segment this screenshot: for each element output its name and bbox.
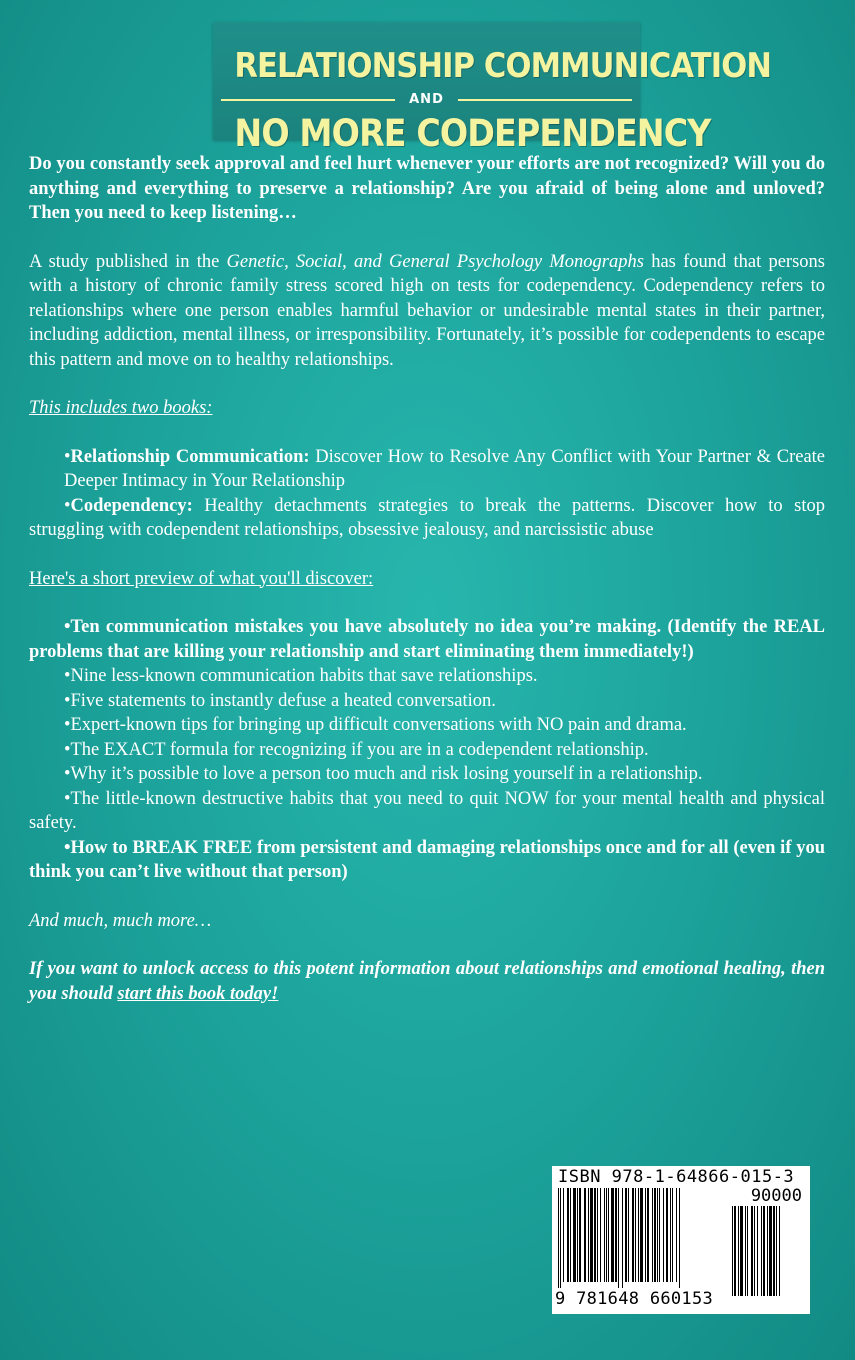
barcode-bar xyxy=(776,1206,777,1296)
barcode-bar xyxy=(740,1206,743,1296)
barcode-bar xyxy=(570,1188,571,1282)
barcode-bar xyxy=(645,1188,646,1282)
item-text: Five statements to instantly defuse a heated conversation. xyxy=(70,690,496,711)
barcode-bar xyxy=(747,1206,748,1296)
barcode-bar xyxy=(640,1188,643,1282)
title-connector xyxy=(221,90,632,110)
list-item xyxy=(64,445,825,494)
cover-title xyxy=(213,22,772,155)
barcode-bar xyxy=(584,1188,586,1282)
barcode-bar xyxy=(615,1188,617,1282)
preview-heading: Here's a short preview of what you'll discover: xyxy=(29,568,374,589)
barcode-bar xyxy=(560,1188,561,1288)
intro-paragraph: Do you constantly seek approval and feel hurt whenever your efforts are not recognized? Will you do anything and everything to preserve a relationship? Are you afraid of being alone and unloved? Then you need to keep listening… xyxy=(29,154,825,223)
barcode-bar xyxy=(745,1206,746,1296)
barcode-bar xyxy=(590,1188,593,1282)
barcode-bar xyxy=(647,1188,649,1282)
barcode-bar xyxy=(670,1188,671,1282)
item-text: Expert-known tips for bringing up difficult conversations with NO pain and drama. xyxy=(70,715,687,735)
barcode-bar xyxy=(606,1188,607,1282)
item-text: Why it’s possible to love a person too much and risk losing yourself in a relationship. xyxy=(70,764,703,784)
blurb xyxy=(29,152,825,1006)
barcode-bar xyxy=(654,1188,656,1282)
barcode-bars-addon xyxy=(732,1206,804,1302)
barcode-bar xyxy=(732,1206,733,1296)
barcode-bar xyxy=(625,1188,627,1282)
barcode-bar xyxy=(567,1188,569,1282)
barcode-digits: 9 781648 660153 xyxy=(555,1289,714,1309)
book-label: Codependency: xyxy=(70,495,193,516)
item-text: Ten communication mistakes you have absolutely no idea you’re making. (Identify the REAL problems that are killing your relationship and start eliminating them immediately!) xyxy=(29,617,825,662)
item-text: The little-known destructive habits that you need to quit NOW for your mental health and physical safety. xyxy=(29,788,825,833)
barcode-bar xyxy=(611,1188,614,1282)
title-and: AND xyxy=(409,92,444,107)
barcode-bar xyxy=(763,1206,765,1296)
bullet: • xyxy=(64,788,71,809)
barcode-bar xyxy=(757,1206,758,1296)
list-item xyxy=(64,664,825,689)
bullet: • xyxy=(64,495,71,516)
item-text: How to BREAK FREE from persistent and damaging relationships once and for all (even if you think you can’t live without that person) xyxy=(29,837,825,882)
list-item xyxy=(29,494,825,543)
book-description: Discover How to Resolve Any Conflict with Your Partner & Create Deeper Intimacy in Your Relationship xyxy=(64,446,826,491)
journal-title: Genetic, Social, and General Psychology Monographs xyxy=(226,251,644,272)
bullet: • xyxy=(64,446,71,467)
barcode-bar xyxy=(666,1188,668,1282)
bullet: • xyxy=(64,666,71,686)
barcode-bar xyxy=(622,1188,623,1288)
bullet: • xyxy=(64,764,71,784)
barcode-bar xyxy=(676,1188,677,1282)
barcode-bar xyxy=(608,1188,609,1282)
study-after: has found that persons with a history of chronic family stress scored high on tests for codependency. Codependency refers to relationships where one person enables harmful behavior or undesirable mental states in their partner, including addiction, mental illness, or irresponsibility. Fortunately, it’s possible for codependents to escape this pattern and move on to healthy relationships. xyxy=(29,251,825,370)
barcode-bar xyxy=(632,1188,634,1282)
barcode-bar xyxy=(767,1206,768,1296)
list-item xyxy=(64,738,825,763)
barcode-bar xyxy=(588,1188,589,1282)
barcode-bar xyxy=(635,1188,636,1282)
barcode-bar xyxy=(659,1188,660,1282)
barcode-bar xyxy=(597,1188,598,1282)
title-line-2: NO MORE CODEPENDENCY xyxy=(234,112,711,155)
barcode-bar xyxy=(751,1206,753,1296)
barcode-bar xyxy=(638,1188,639,1282)
books-list xyxy=(64,445,825,494)
barcode-bars-main xyxy=(558,1188,724,1288)
barcode-bar xyxy=(663,1188,664,1282)
barcode-bar xyxy=(779,1206,780,1296)
barcode-bar xyxy=(754,1206,755,1296)
study-paragraph xyxy=(29,250,825,373)
list-item xyxy=(29,787,825,836)
barcode-bar xyxy=(769,1206,772,1296)
item-text: Nine less-known communication habits that save relationships. xyxy=(70,666,538,686)
barcode-bar xyxy=(600,1188,601,1282)
barcode-bar xyxy=(558,1188,559,1288)
isbn-barcode xyxy=(552,1166,810,1314)
divider-right xyxy=(458,99,632,101)
title-line-1: RELATIONSHIP COMMUNICATION xyxy=(234,46,772,86)
barcode-bar xyxy=(604,1188,605,1282)
books-heading: This includes two books: xyxy=(29,398,213,418)
closing-paragraph xyxy=(29,957,825,1006)
barcode-bar xyxy=(672,1188,673,1282)
isbn-number: ISBN 978-1-64866-015-3 xyxy=(558,1167,795,1187)
barcode-bar xyxy=(628,1188,629,1282)
closing-text: If you want to unlock access to this potent information about relationships and emotional healing, then you should xyxy=(29,959,825,1004)
barcode-bar xyxy=(594,1188,596,1282)
list-item xyxy=(64,762,825,787)
barcode-bar xyxy=(679,1188,680,1288)
list-item xyxy=(64,689,825,714)
item-text: The EXACT formula for recognizing if you are in a codependent relationship. xyxy=(70,739,649,760)
barcode-bar xyxy=(734,1206,736,1296)
bullet: • xyxy=(64,617,71,637)
list-item xyxy=(29,615,825,664)
barcode-bar xyxy=(761,1206,762,1296)
bullet: • xyxy=(64,837,71,858)
barcode-bar xyxy=(652,1188,653,1282)
barcode-bar xyxy=(577,1188,578,1282)
study-before: A study published in the xyxy=(29,251,227,272)
list-item xyxy=(29,836,825,885)
list-item xyxy=(64,713,825,738)
and-more: And much, much more… xyxy=(29,910,212,931)
preview-list xyxy=(29,615,825,885)
book-label: Relationship Communication: xyxy=(70,446,310,467)
barcode-bar xyxy=(738,1206,739,1296)
barcode-bar xyxy=(618,1188,619,1288)
bullet: • xyxy=(64,690,71,711)
book-description: Healthy detachments strategies to break the patterns. Discover how to stop struggling with codependent relationships, obsessive jealousy, and narcissistic abuse xyxy=(29,495,825,540)
barcode-bar xyxy=(773,1206,775,1296)
price-code: 90000 xyxy=(750,1186,802,1206)
barcode-bar xyxy=(563,1188,564,1282)
closing-link: start this book today! xyxy=(117,983,279,1004)
barcode-bar xyxy=(657,1188,658,1282)
barcode-bar xyxy=(579,1188,581,1282)
bullet: • xyxy=(64,715,71,735)
barcode-bar xyxy=(573,1188,576,1282)
bullet: • xyxy=(64,739,71,760)
